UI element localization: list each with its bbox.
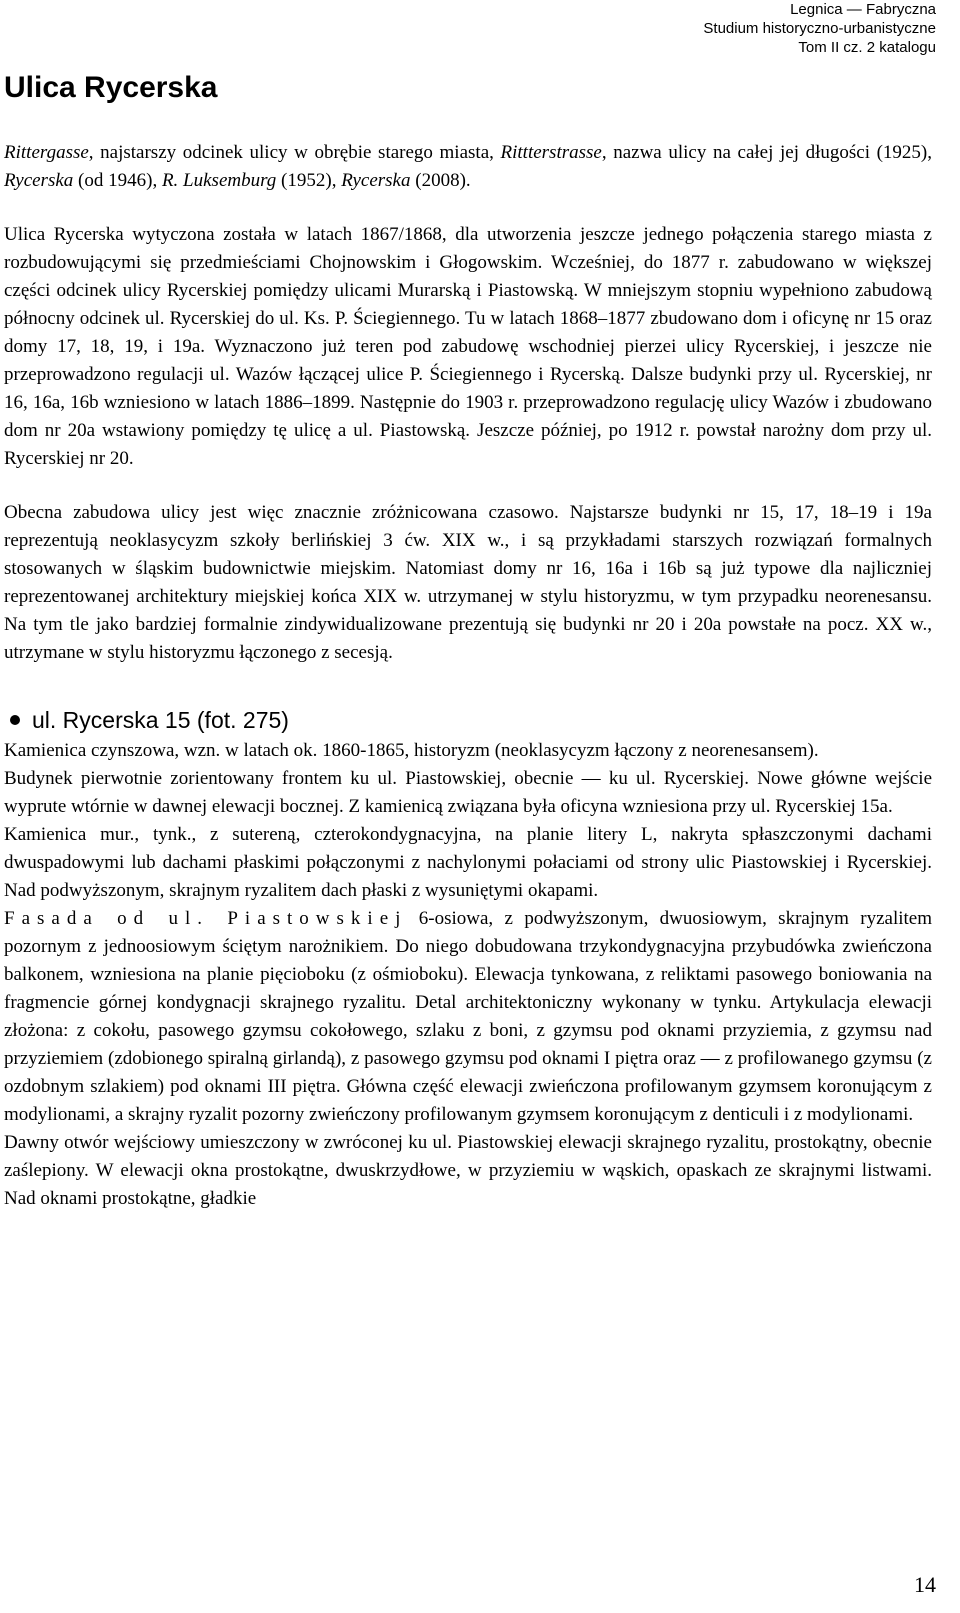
facade-text: 6-osiowa, z podwyższonym, dwuosiowym, skrajnym ryzalitem pozornym z jednoosiowym ściętym narożnikiem. Do niego dobudowana trzykondygnacyjna przybudówka zwieńczona balkonem, wzniesiona na planie pięcioboku (z ośmioboku). Elewacja tynkowana, z reliktami pasowego boniowania na fragmencie górnej kondygnacji skrajnego ryzalitu. Detal architektoniczny wykonany w tynku. Artykulacja elewacji złożona: z cokołu, pasowego gzymsu cokołowego, szlaku z boni, z gzymsu pod oknami przyziemia, z gzymsu nad przyziemiem (zdobionego spiralną girlandą), z pasowego gzymsu pod oknami I piętra oraz — z profilowanego gzymsu (z ozdobnym szlakiem) pod oknami III piętra. Główna część elewacji zwieńczona profilowanym gzymsem koronującym z modylionami, a skrajny ryzalit pozorny zwieńczony profilowanym gzymsem koronującym z denticuli i z modylionami.	[4, 908, 932, 1125]
intro-text-2: , nazwa ulicy na całej jej długości (1925),	[601, 142, 932, 163]
intro-italic-5: Rycerska	[341, 170, 411, 191]
style-paragraph: Obecna zabudowa ulicy jest więc znacznie zróżnicowana czasowo. Najstarsze budynki nr 15, 17, 18–19 i 19a reprezentują neoklasycyzm szkoły berlińskiej 3 ćw. XIX w., i są przykładami starszych rozwiązań formalnych stosowanych w śląskim budownictwie miejskim. Natomiast domy nr 16, 16a i 16b są już typowe dla najliczniej reprezentowanej architektury miejskiej końca XIX w. utrzymanej w stylu historyzmu, w tym przypadku neorenesansu. Na tym tle jako bardziej formalnie zindywidualizowane prezentują się budynki nr 20 i 20a powstałe na pocz. XX w., utrzymane w stylu historyzmu łączonego z secesją.	[4, 502, 932, 663]
bullet-icon	[10, 715, 20, 725]
facade-label: Fasada od ul. Piastowskiej	[4, 908, 408, 929]
page-title: Ulica Rycerska	[4, 71, 218, 104]
building-heading	[4, 703, 932, 737]
description-line: Kamienica mur., tynk., z sutereną, czterokondygnacyjna, na planie litery L, nakryta spłaszczonymi dachami dwuspadowymi lub dachami płaskimi połączonymi z nachylonymi połaciami od strony ulic Piastowskiej i Rycerskiej. Nad podwyższonym, skrajnym ryzalitem dach płaski z wysuniętymi okapami.	[4, 824, 932, 901]
intro-paragraph	[4, 139, 932, 195]
intro-italic-1: Rittergasse	[4, 142, 89, 163]
document-body	[4, 139, 932, 1213]
description-line: Budynek pierwotnie zorientowany frontem ku ul. Piastowskiej, obecnie — ku ul. Rycerskiej. Nowe główne wejście wyprute wtórnie w dawnej elewacji bocznej. Z kamienicą związana była oficyna wzniesiona przy ul. Rycerskiej 15a.	[4, 768, 932, 817]
header-line-1: Legnica — Fabryczna	[790, 1, 936, 18]
header-line-3: Tom II cz. 2 katalogu	[798, 39, 936, 56]
building-heading-text: ul. Rycerska 15 (fot. 275)	[32, 707, 289, 733]
intro-text-1: , najstarszy odcinek ulicy w obrębie starego miasta,	[88, 142, 501, 163]
intro-text-3: (od 1946),	[73, 170, 162, 191]
entrance-paragraph: Dawny otwór wejściowy umieszczony w zwróconej ku ul. Piastowskiej elewacji skrajnego ryzalitu, prostokątny, obecnie zaślepiony. W elewacji okna prostokątne, dwuskrzydłowe, w przyziemiu w wąskich, opaskach ze skrajnymi listwami. Nad oknami prostokątne, gładkie	[4, 1132, 932, 1209]
intro-text-4: (1952),	[276, 170, 342, 191]
facade-paragraph	[4, 905, 932, 1129]
intro-italic-2: Rittterstrasse	[500, 142, 602, 163]
intro-italic-4: R. Luksemburg	[161, 170, 277, 191]
intro-italic-3: Rycerska	[4, 170, 74, 191]
running-header	[703, 0, 936, 57]
page-number: 14	[914, 1572, 936, 1597]
history-paragraph: Ulica Rycerska wytyczona została w latach 1867/1868, dla utworzenia jeszcze jednego połączenia starego miasta z rozbudowującymi się przedmieściami Chojnowskim i Głogowskim. Wcześniej, do 1877 r. zabudowano w większej części odcinek ulicy Rycerskiej pomiędzy ulicami Murarską i Piastowską. W mniejszym stopniu wypełniono zabudową północny odcinek ul. Rycerskiej do ul. Ks. P. Ściegiennego. Tu w latach 1868–1877 zbudowano dom i oficynę nr 15 oraz domy 17, 18, 19, i 19a. Wyznaczono już teren pod zabudowę wschodniej pierzei ulicy Rycerskiej, i jeszcze nie przeprowadzono regulacji ul. Wazów łączącej ulice P. Ściegiennego i Rycerską. Dalsze budynki przy ul. Rycerskiej, nr 16, 16a, 16b wzniesiono w latach 1886–1899. Następnie do 1903 r. przeprowadzono regulację ulicy Wazów i zbudowano dom nr 20a wstawiony pomiędzy tę ulicę a ul. Piastowską. Jeszcze później, po 1912 r. powstał narożny dom przy ul. Rycerskiej nr 20.	[4, 224, 932, 469]
description-line: Kamienica czynszowa, wzn. w latach ok. 1860-1865, historyzm (neoklasycyzm łączony z neorenesansem).	[4, 740, 819, 761]
intro-text-5: (2008).	[410, 170, 471, 191]
header-line-2: Studium historyczno-urbanistyczne	[703, 20, 936, 37]
